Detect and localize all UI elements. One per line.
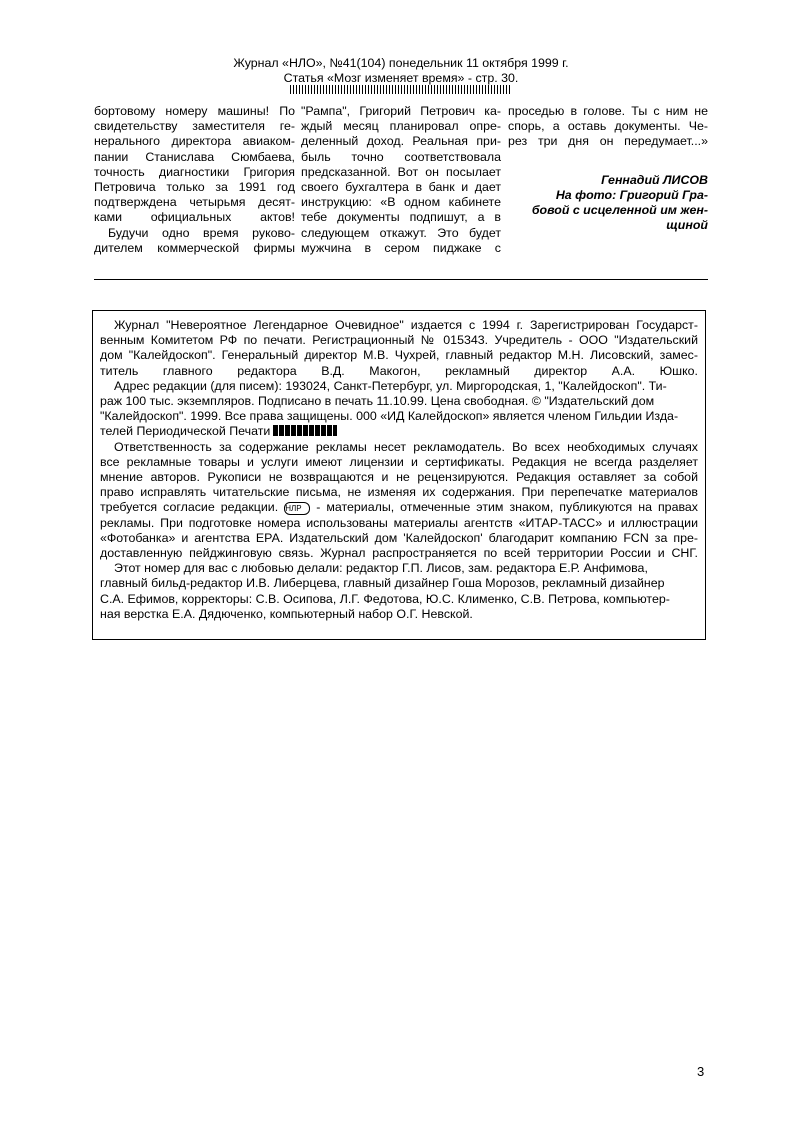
header-article-line: Статья «Мозг изменяет время» - стр. 30. <box>283 71 519 85</box>
article-column-3 <box>508 104 708 233</box>
photo-caption: На фото: Григорий Гра- бовой с исцеленной им жен- щиной <box>531 187 708 233</box>
article-column-1 <box>94 104 295 256</box>
header-journal-line: Журнал «НЛО», №41(104) понедельник 11 октября 1999 г. <box>233 56 569 70</box>
decorative-tick-rule <box>290 85 510 94</box>
article-author: Геннадий ЛИСОВ <box>601 172 708 187</box>
imprint-paragraph <box>100 440 698 562</box>
article-column-2 <box>301 104 501 256</box>
section-divider <box>94 279 708 280</box>
advertising-text: Ответственность за содержание рекламы несет рекламодатель. Во всех необходимых случаях все рекламные товары и услуги имеют лицензии и сертификаты. Редакция не всегда разделяет мнение авторов. Рукописи не возвращаются и не рецензируются. Редакция оставляет за собой право исправлять читательские письма, не изменяя их содержания. При перепечатке материалов требуется согласие редакции. <box>100 439 698 515</box>
article-paragraph: Будучи одно время руково- дителем коммерческой фирмы <box>94 225 295 255</box>
article-paragraph: бортовому номеру машины! По свидетельству заместителя ге- нерального директора авиаком- пании Станислава Сюмбаева, точность диагностики Григория Петровича только за 1991 год подтверждена четырьмя десят- ками официальных актов! <box>94 104 295 225</box>
imprint-paragraph: Журнал "Невероятное Легендарное Очевидное" издается с 1994 г. Зарегистрирован Государст- венным Комитетом РФ по печати. Регистрационный № 015343. Учредитель - ООО "Издательский дом "Калейдоскоп". Генеральный директор М.В. Чухрей, главный редактор М.Н. Лисовский, замес- титель главного редактора В.Д. Макогон, рекламный директор А.А. Юшко. <box>100 318 698 378</box>
advertising-text-continued: - материалы, отмеченные этим знаком, публикуются на правах рекламы. При подготовке номера использованы материалы агентств «ИТАР-ТАСС» и иллюстрации «Фотобанка» и агентства ЕРА. Издательский дом 'Калейдоскоп' благодарит компанию FCN за пре- доставленную пейджинговую связь. Журнал распространяется по всей территории России и СНГ. <box>100 500 698 561</box>
imprint-box <box>92 310 706 640</box>
guild-logo-icon <box>273 425 337 436</box>
page-number: 3 <box>697 1064 705 1079</box>
imprint-address-text: Адрес редакции (для писем): 193024, Санкт-Петербург, ул. Миргородская, 1, "Калейдоскоп". Ти- раж 100 тыс. экземпляров. Подписано в печать 11.10.99. Цена свободная. © "Издательский дом "Калейдоскоп". 1999. Все права защищены. 000 «ИД Калейдоскоп» является членом Гильдии Изда- телей Периодической Печати <box>100 378 679 439</box>
imprint-paragraph: Этот номер для вас с любовью делали: редактор Г.П. Лисов, зам. редактора Е.Р. Анфимова, главный бильд-редактор И.В. Либерцева, главный дизайнер Гоша Морозов, рекламный дизайнер С.А. Ефимов, корректоры: С.В. Осипова, Л.Г. Федотова, Ю.С. Клименко, С.В. Петрова, компьютер- ная верстка Е.А. Дядюченко, компьютерный набор О.Г. Невской. <box>100 561 670 621</box>
imprint-paragraph <box>100 379 698 440</box>
article-paragraph: "Рампа", Григорий Петрович ка- ждый месяц планировал опре- деленный доход. Реальная при- быль точно соответствовала предсказанной. Вот он посылает своего бухгалтера в банк и дает инструкцию: «В одном кабинете тебе документы подпишут, а в следующем откажут. Это будет мужчина в сером пиджаке с <box>301 104 501 255</box>
advert-mark-icon: НЛР <box>284 502 310 515</box>
page-header <box>94 56 708 86</box>
article-paragraph: проседью в голове. Ты с ним не спорь, а оставь документы. Че- рез три дня он передумает...» <box>508 104 708 149</box>
